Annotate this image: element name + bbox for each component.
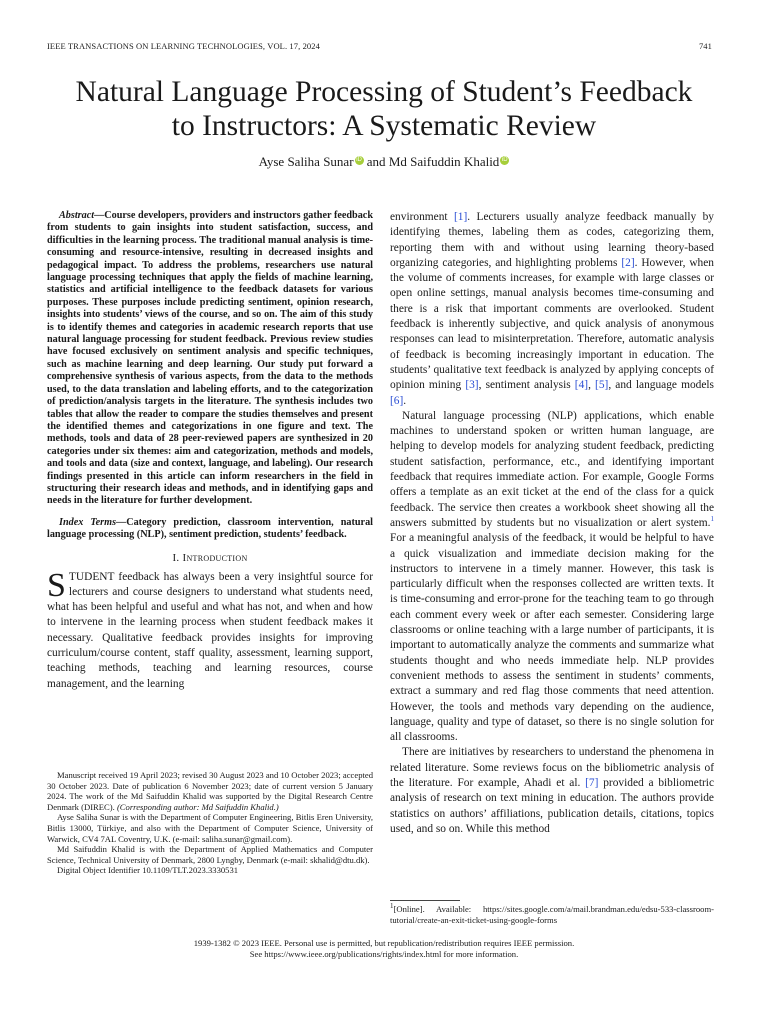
- footnote-marker[interactable]: 1: [710, 515, 714, 524]
- page-number: 741: [698, 41, 712, 51]
- affiliation-2: Md Saifuddin Khalid is with the Department of Applied Mathematics and Computer Science, Technical University of Denmark, 2800 Lyngby, Denmark (e-mail: skhalid@dtu.dk).: [47, 844, 373, 865]
- copyright-notice: [40, 938, 728, 960]
- body-text: provided a bibliometric analysis of research on text mining in education. The authors provide statistics on authors’ affiliations, publication details, citations, topics used, and so on. While this method: [390, 776, 714, 835]
- body-text: , and language models: [608, 379, 714, 392]
- corresponding-author: (Corresponding author: Md Saifuddin Khalid.): [116, 801, 279, 812]
- section-number: I.: [172, 551, 180, 564]
- body-text: There are initiatives by researchers to understand the phenomena in related literature. Some reviews focus on the bibliometric analysis of the literature. For example, Ahadi et al.: [390, 746, 714, 789]
- paper-title: [40, 75, 728, 143]
- footnote-text: [Online]. Available: https://sites.google.com/a/mail.brandman.edu/edsu-533-classroom-tutorial/create-an-exit-ticket-using-google-forms: [390, 904, 714, 925]
- index-terms-lead: Index Terms: [59, 516, 117, 528]
- body-text: For a meaningful analysis of the feedback, it would be helpful to have a quick visualization and immediate decision making for the instructors to intervene in a timely manner. However, this task is particularly difficult when the responses collected are written texts. It is time-consuming and error-prone for the teaching team to go through each comment every week or after each semester. Considering large classrooms or online teaching with a large number of participants, it is important to automatically analyze the comments and summarize what students thought and who needs immediate help. NLP provides convenient methods to assess the sentiment in students’ comments, extract a summary and red flag those comments that need attention. However, the tools and methods vary depending on the audience, language, quality and type of dataset, so there is no single solution for all classrooms.: [390, 532, 714, 744]
- copyright-line-1: 1939-1382 © 2023 IEEE. Personal use is permitted, but republication/redistribution requires IEEE permission.: [193, 938, 575, 948]
- author-1: Ayse Saliha Sunar: [258, 154, 354, 169]
- citation-link[interactable]: [3]: [465, 379, 479, 392]
- footnote-rule: [390, 900, 460, 901]
- body-paragraph: [390, 210, 714, 409]
- title-line-2: to Instructors: A Systematic Review: [171, 110, 597, 142]
- body-text: . However, when the volume of comments increases, for example with large classes or open online settings, manual analysis becomes time-consuming and there is a risk that important comments are overlooked. Student feedback is inherently subjective, and quick analysis of anonymous responses can lead to misinterpretation. Therefore, automatic analysis of feedback is becoming increasingly important in education. The students’ qualitative text feedback is analyzed by applying concepts of opinion mining: [390, 256, 714, 392]
- orcid-icon[interactable]: iD: [501, 156, 508, 163]
- body-text: ,: [588, 379, 596, 392]
- intro-paragraph: [47, 566, 373, 692]
- manuscript-history-text: Manuscript received 19 April 2023; revised 30 August 2023 and 10 October 2023; accepted 30 October 2023. Date of publication 6 November 2023; date of current version 5 January 2024. The work of the Md Saifuddin Khalid was supported by the Digital Research Centre Denmark (DIREC).: [47, 770, 373, 812]
- manuscript-footnotes: [47, 770, 373, 876]
- page-footnote: [390, 900, 714, 926]
- body-text: environment: [390, 211, 454, 223]
- author-list: [40, 154, 728, 170]
- manuscript-history: [47, 770, 373, 812]
- left-column: [47, 210, 373, 692]
- citation-link[interactable]: [7]: [585, 776, 599, 789]
- footnote-number: 1: [390, 902, 394, 911]
- body-paragraph: [390, 409, 714, 746]
- journal-name: IEEE TRANSACTIONS ON LEARNING TECHNOLOGIES, VOL. 17, 2024: [47, 41, 320, 51]
- abstract-lead: Abstract: [59, 210, 95, 221]
- author-2: Md Saifuddin Khalid: [388, 154, 500, 169]
- citation-link[interactable]: [4]: [574, 379, 589, 392]
- citation-link[interactable]: [1]: [453, 211, 468, 223]
- right-column: [390, 210, 714, 837]
- section-title: Introduction: [182, 551, 248, 564]
- affiliation-1: Ayse Saliha Sunar is with the Department of Computer Engineering, Bitlis Eren University, Bitlis 13000, Türkiye, and also with the Department of Computer Science, University of Warwick, CV4 7AL Coventry, U.K. (e-mail: saliha.sunar@gmail.com).: [47, 812, 373, 844]
- body-text: , sentiment analysis: [478, 379, 575, 392]
- citation-link[interactable]: [6]: [390, 394, 404, 407]
- body-text: .: [403, 394, 407, 407]
- body-text: Natural language processing (NLP) applications, which enable machines to understand spoken or written human language, are helping to develop models for analyzing student feedback, predicting student satisfaction, performance, etc., and identifying important feedback that requires immediate action. For example, Google Forms offers a template as an exit ticket at the end of the class for a quick feedback. The service then creates a workbook sheet showing all the answers submitted by students but no visualization or alert system.: [390, 409, 714, 529]
- citation-link[interactable]: [5]: [595, 379, 609, 392]
- orcid-icon[interactable]: iD: [356, 156, 362, 163]
- title-line-1: Natural Language Processing of Student’s Feedback: [75, 76, 693, 108]
- author-connector: and: [366, 154, 386, 169]
- section-heading-introduction: [47, 552, 373, 564]
- drop-cap: S: [47, 566, 66, 604]
- abstract: [47, 210, 373, 508]
- abstract-text: —Course developers, providers and instructors gather feedback from students to gain insights into student satisfaction, success, and difficulties in the learning process. The traditional manual analysis is time-consuming and resource-intensive, resulting in decreased insights and pedagogical impact. To address the problems, researchers use natural language processing techniques that apply the fields of machine learning, statistics and artificial intelligence to the feedback datasets for various purposes. These purposes include predicting sentiment, opinion research, insights into students’ views of the course, and so on. The aim of this study is to identify themes and categories in academic research reports that use natural language processing for student feedback. Previous review studies have focused exclusively on sentiment analysis and specific techniques, such as machine learning and deep learning. Our study put forward a comprehensive synthesis of various aspects, from the data to the methods used, to the data translation and labeling efforts, and to the categorization of prediction/analysis targets in the literature. The synthesis includes two tables that allow the reader to compare the studies themselves and present the identified themes and categorizations in one figure and text. The methods, tools and data of 28 peer-reviewed papers are synthesized in 20 categories under six themes: aim and categorization, methods and models, and tools and data (size and context, language, and labeling). Our research findings presented in this article can inform researchers in the field in structuring their research ideas and methods, and in identifying gaps and needs in the literature for further development.: [47, 210, 373, 507]
- running-head: [47, 41, 712, 51]
- body-paragraph: [390, 745, 714, 837]
- copyright-line-2: See https://www.ieee.org/publications/rights/index.html for more information.: [249, 949, 519, 959]
- intro-text: TUDENT feedback has always been a very insightful source for lecturers and course designers to understand what students need, what has been helpful and useful and what has not, and when and how to intervene in the learning process when student feedback makes it necessary. Qualitative feedback provides insights for improving curriculum/course content, staff quality, assessment, learning support, teaching methods, teaching and learning resources, course management, and the learning: [47, 570, 373, 690]
- index-terms: [47, 517, 373, 542]
- body-text: . Lecturers usually analyze feedback manually by identifying themes, labeling them as codes, categorizing them, reporting them with and without using learning theory-based organizing categories, and highlighting problems: [390, 211, 715, 269]
- doi: Digital Object Identifier 10.1109/TLT.2023.3330531: [57, 865, 239, 876]
- index-terms-text: —Category prediction, classroom intervention, natural language processing (NLP), sentiment prediction, students’ feedback.: [47, 516, 373, 541]
- citation-link[interactable]: [2]: [621, 256, 635, 269]
